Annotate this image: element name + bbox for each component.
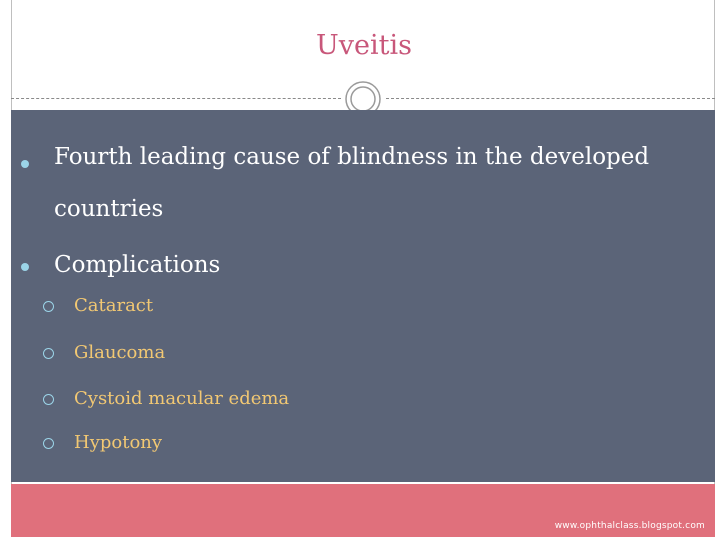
subbullet-text: Hypotony xyxy=(74,432,163,453)
title-divider-right xyxy=(386,98,715,99)
footer-url: www.ophthalclass.blogspot.com xyxy=(554,521,705,531)
bullet-text: Complications xyxy=(54,252,221,278)
ring-bullet-icon xyxy=(43,394,54,405)
footer-band xyxy=(11,484,715,537)
subbullet-text: Glaucoma xyxy=(74,342,166,363)
ring-bullet-icon xyxy=(43,348,54,359)
ring-bullet-icon xyxy=(43,301,54,312)
title-divider-left xyxy=(11,98,341,99)
slide-title: Uveitis xyxy=(316,30,412,61)
subbullet-text: Cystoid macular edema xyxy=(74,388,290,409)
ring-bullet-icon xyxy=(43,438,54,449)
bullet-dot-icon xyxy=(21,160,29,168)
subbullet-text: Cataract xyxy=(74,295,154,316)
bullet-dot-icon xyxy=(21,263,29,271)
content-panel xyxy=(11,110,715,482)
bullet-text: Fourth leading cause of blindness in the developed countries xyxy=(54,144,650,222)
